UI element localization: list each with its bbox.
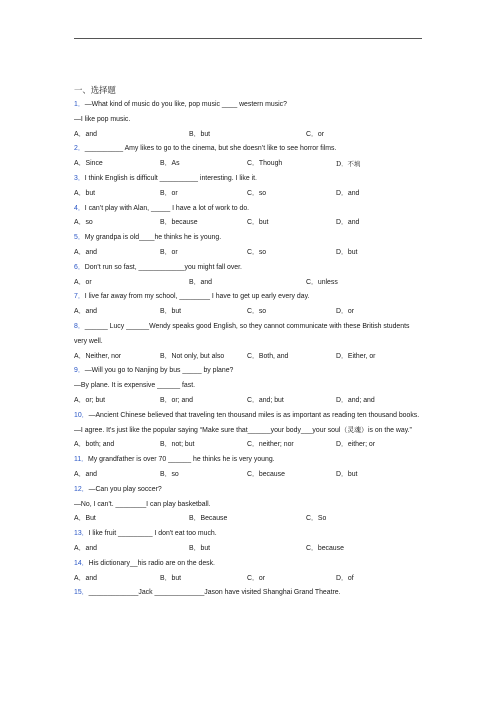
question-line bbox=[74, 498, 424, 513]
question-text: I live far away from my school, ________ I have to get up early every day. bbox=[84, 293, 310, 301]
question-text: His dictionary__his radio are on the desk. bbox=[88, 559, 215, 567]
question-number: 5． bbox=[74, 234, 85, 242]
option-choice: D．either; or bbox=[336, 441, 376, 449]
question-number: 3． bbox=[74, 174, 85, 182]
options-row bbox=[74, 128, 424, 143]
question-line bbox=[74, 557, 424, 572]
option-choice: A．but bbox=[74, 189, 96, 197]
option-choice: B．but bbox=[189, 130, 211, 138]
question-line bbox=[74, 364, 424, 379]
option-choice: D．but bbox=[336, 248, 358, 256]
question-text: _____________Jack _____________Jason have visited Shanghai Grand Theatre. bbox=[88, 589, 341, 597]
question-text: —No, I can't. ________I can play basketball. bbox=[74, 500, 211, 508]
option-choice: A．Since bbox=[74, 160, 103, 168]
option-choice: A．and bbox=[74, 470, 97, 478]
options-row bbox=[74, 350, 424, 365]
option-choice: B．As bbox=[160, 160, 180, 168]
question-text: —I agree. It's just like the popular saying “Make sure that______your body___your soul（灵魂）is on the way.” bbox=[74, 426, 412, 434]
question-number: 10． bbox=[74, 411, 89, 419]
option-choice: D．Either, or bbox=[336, 352, 376, 360]
question-line bbox=[74, 113, 424, 128]
question-text: __________ Amy likes to go to the cinema, but she doesn’t like to see horror films. bbox=[84, 145, 337, 153]
option-choice: B．but bbox=[160, 574, 182, 582]
question-text: Don't run so fast, ____________you might fall over. bbox=[84, 263, 242, 271]
question-line bbox=[74, 483, 424, 498]
options-row bbox=[74, 394, 424, 409]
option-choice: B．or bbox=[160, 189, 178, 197]
option-choice: C．and; but bbox=[247, 396, 284, 404]
question-line bbox=[74, 424, 424, 439]
option-choice: D．but bbox=[336, 470, 358, 478]
options-row bbox=[74, 305, 424, 320]
option-choice: B．or; and bbox=[160, 396, 193, 404]
option-choice: B．or bbox=[160, 248, 178, 256]
option-choice: C．So bbox=[306, 515, 327, 523]
option-choice: B．but bbox=[160, 308, 182, 316]
option-choice: C．Though bbox=[247, 160, 283, 168]
option-choice: A．Neither, nor bbox=[74, 352, 122, 360]
option-choice: B．Not only, but also bbox=[160, 352, 225, 360]
question-text: I like fruit _________ I don't eat too much. bbox=[88, 530, 217, 538]
option-choice: C．unless bbox=[306, 278, 338, 286]
question-text: —I like pop music. bbox=[74, 115, 131, 123]
question-number: 6． bbox=[74, 263, 85, 271]
question-text: I think English is difficult __________ interesting. I like it. bbox=[84, 174, 257, 182]
option-choice: C．so bbox=[247, 189, 267, 197]
option-choice: C．Both, and bbox=[247, 352, 289, 360]
question-text: —What kind of music do you like, pop music ____ western music? bbox=[84, 101, 287, 108]
options-row bbox=[74, 216, 424, 231]
question-text: My grandfather is over 70 ______ he thinks he is very young. bbox=[88, 456, 275, 464]
option-choice: B．but bbox=[189, 544, 211, 552]
question-text: —Will you go to Nanjing by bus _____ by plane? bbox=[84, 367, 234, 375]
option-choice: A．or; but bbox=[74, 396, 106, 404]
option-choice: A．and bbox=[74, 544, 97, 552]
option-choice: A．or bbox=[74, 278, 92, 286]
option-choice: C．so bbox=[247, 248, 267, 256]
question-line bbox=[74, 320, 424, 350]
option-choice: C．or bbox=[306, 130, 324, 138]
section-title: 一、选择题 bbox=[74, 85, 116, 95]
option-choice: D．or bbox=[336, 308, 354, 316]
question-number: 9． bbox=[74, 367, 85, 375]
question-text: —Ancient Chinese believed that traveling ten thousand miles is as important as reading ten thousand books. bbox=[88, 411, 420, 419]
question-line bbox=[74, 261, 424, 276]
option-choice: C．because bbox=[247, 470, 285, 478]
option-choice: C．but bbox=[247, 219, 269, 227]
header-rule bbox=[74, 38, 422, 39]
question-line bbox=[74, 290, 424, 305]
options-row bbox=[74, 276, 424, 291]
option-choice: A．and bbox=[74, 574, 97, 582]
question-text: I can’t play with Alan, _____ I have a lot of work to do. bbox=[84, 204, 250, 212]
option-choice: D．不填 bbox=[336, 160, 361, 169]
question-number: 12． bbox=[74, 485, 89, 493]
question-text: ______ Lucy ______Wendy speaks good English, so they cannot communicate with these British students very well. bbox=[74, 322, 410, 345]
option-choice: C．or bbox=[247, 574, 265, 582]
option-choice: D．and; and bbox=[336, 396, 375, 404]
options-row bbox=[74, 468, 424, 483]
question-number: 13． bbox=[74, 530, 89, 538]
options-row bbox=[74, 512, 424, 527]
question-number: 8． bbox=[74, 322, 85, 330]
question-line bbox=[74, 586, 424, 601]
option-choice: C．neither; nor bbox=[247, 441, 294, 449]
question-line bbox=[74, 142, 424, 157]
question-line bbox=[74, 527, 424, 542]
question-line bbox=[74, 453, 424, 468]
options-row bbox=[74, 572, 424, 587]
option-choice: A．and bbox=[74, 308, 97, 316]
question-line bbox=[74, 202, 424, 217]
question-number: 14． bbox=[74, 559, 89, 567]
option-choice: A．and bbox=[74, 130, 97, 138]
option-choice: C．because bbox=[306, 544, 344, 552]
option-choice: B．and bbox=[189, 278, 212, 286]
question-text: —Can you play soccer? bbox=[88, 485, 162, 493]
option-choice: A．But bbox=[74, 515, 96, 523]
option-choice: A．both; and bbox=[74, 441, 115, 449]
question-line bbox=[74, 172, 424, 187]
question-line bbox=[74, 98, 424, 113]
option-choice: D．of bbox=[336, 574, 354, 582]
question-text: My grandpa is old____he thinks he is young. bbox=[84, 234, 222, 242]
option-choice: C．so bbox=[247, 308, 267, 316]
question-number: 11． bbox=[74, 456, 89, 464]
question-line bbox=[74, 409, 424, 424]
options-row bbox=[74, 187, 424, 202]
options-row bbox=[74, 157, 424, 172]
option-choice: B．Because bbox=[189, 515, 228, 523]
question-number: 7． bbox=[74, 293, 85, 301]
options-row bbox=[74, 246, 424, 261]
option-choice: A．so bbox=[74, 219, 93, 227]
option-choice: D．and bbox=[336, 189, 360, 197]
option-choice: D．and bbox=[336, 219, 360, 227]
question-line bbox=[74, 231, 424, 246]
options-row bbox=[74, 438, 424, 453]
question-line bbox=[74, 379, 424, 394]
options-row bbox=[74, 542, 424, 557]
question-list bbox=[74, 98, 424, 601]
option-choice: A．and bbox=[74, 248, 97, 256]
option-choice: B．because bbox=[160, 219, 198, 227]
option-choice: B．not; but bbox=[160, 441, 195, 449]
option-choice: B．so bbox=[160, 470, 179, 478]
question-number: 15． bbox=[74, 589, 89, 597]
question-number: 1． bbox=[74, 101, 85, 108]
question-text: —By plane. It is expensive ______ fast. bbox=[74, 382, 196, 390]
question-number: 2． bbox=[74, 145, 85, 153]
question-number: 4． bbox=[74, 204, 85, 212]
